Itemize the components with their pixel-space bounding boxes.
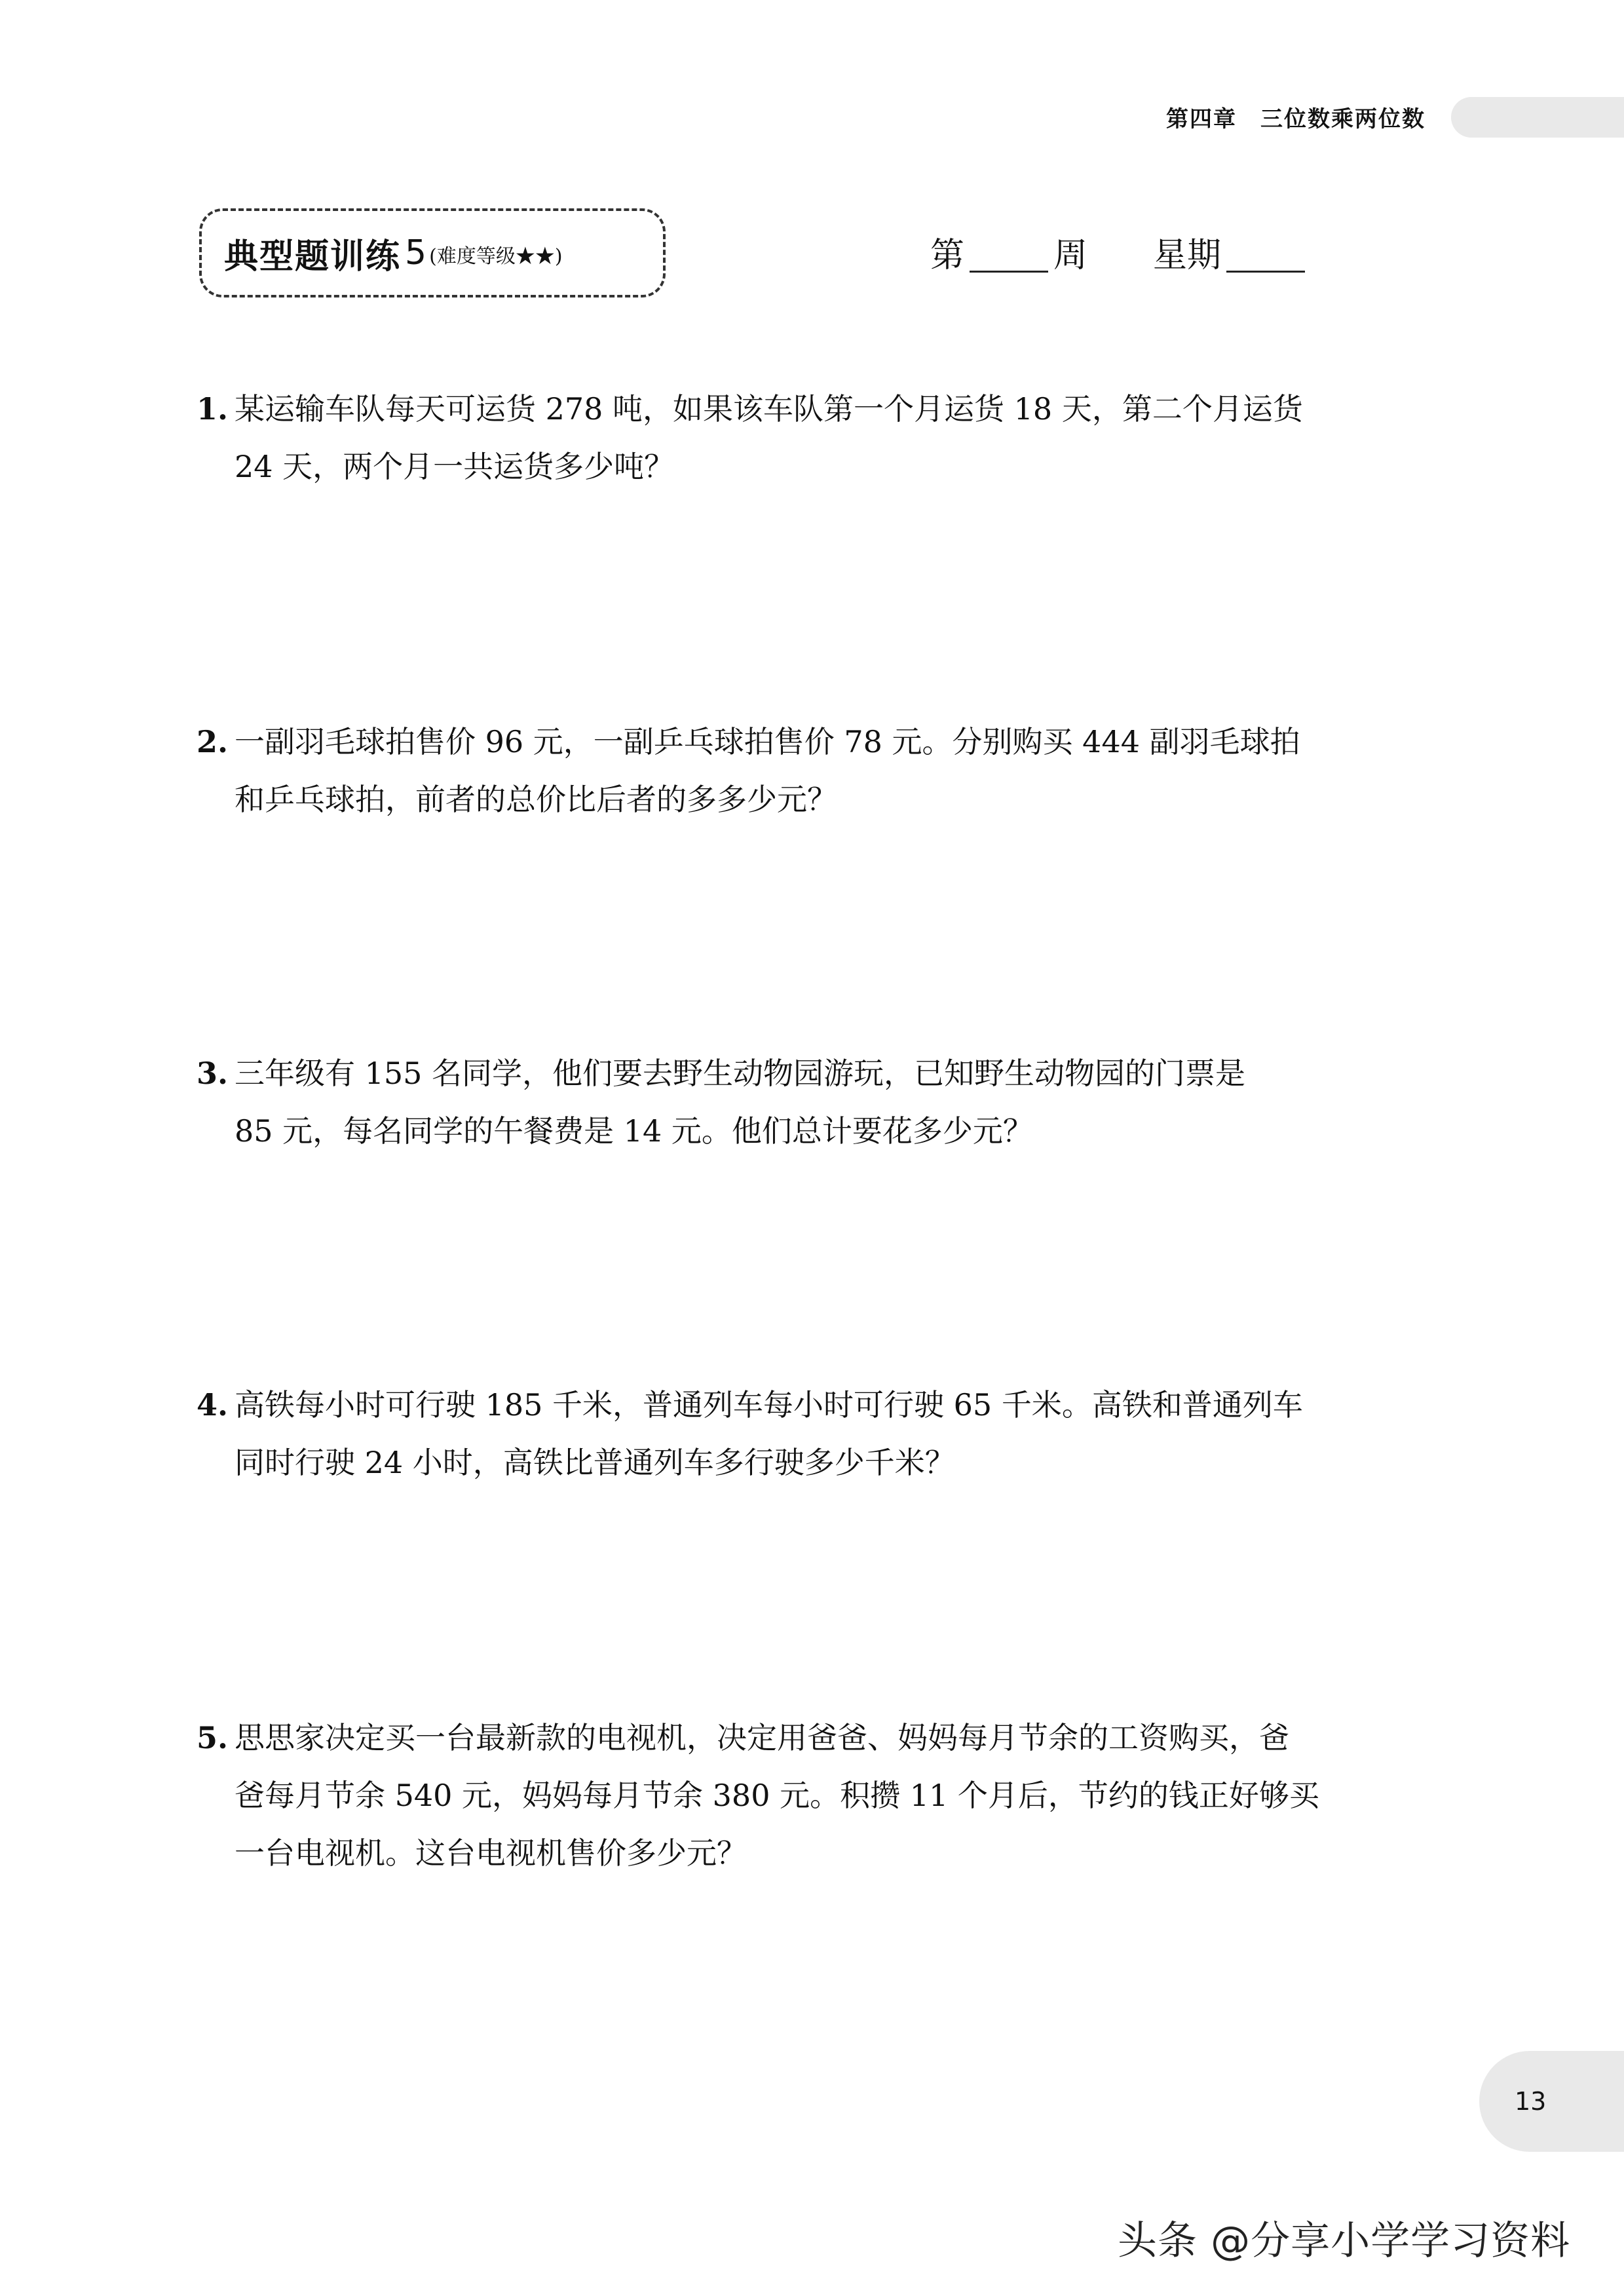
- week-number-blank[interactable]: [970, 269, 1048, 273]
- question-text-line: 同时行驶 24 小时，高铁比普通列车多行驶多少千米？: [235, 1445, 955, 1480]
- question-text-line: 思思家决定买一台最新款的电视机，决定用爸爸、妈妈每月节余的工资购买，爸: [235, 1720, 1289, 1755]
- question-text-line: 85 元，每名同学的午餐费是 14 元。他们总计要花多少元？: [235, 1113, 1033, 1149]
- watermark: 头条 @分享小学学习资料: [1118, 2218, 1571, 2264]
- question-text-line: 某运输车队每天可运货 278 吨，如果该车队第一个月运货 18 天，第二个月运货: [235, 391, 1303, 427]
- question-number: 2.: [197, 724, 229, 759]
- question-text-line: 爸每月节余 540 元，妈妈每月节余 380 元。积攒 11 个月后，节约的钱正好够买: [235, 1778, 1319, 1813]
- exercise-title-box: [199, 208, 666, 297]
- question-number: 3.: [197, 1056, 229, 1091]
- chapter-header: [1166, 98, 1426, 135]
- question-number: 4.: [197, 1387, 229, 1423]
- exercise-number: 5: [405, 233, 427, 273]
- week-label: 周: [1053, 236, 1088, 275]
- question-4: [197, 1376, 1441, 1491]
- question-text-line: 一台电视机。这台电视机售价多少元？: [235, 1835, 747, 1871]
- question-5: [197, 1709, 1441, 1882]
- question-number: 5.: [197, 1720, 229, 1755]
- week-prefix-label: 第: [930, 236, 965, 275]
- question-text-line: 高铁每小时可行驶 185 千米，普通列车每小时可行驶 65 千米。高铁和普通列车: [235, 1387, 1303, 1423]
- chapter-tab: [1451, 97, 1624, 138]
- question-text-line: 24 天，两个月一共运货多少吨？: [235, 449, 675, 484]
- difficulty-level: (难度等级★★): [429, 245, 563, 268]
- page-number: 13: [1515, 2087, 1547, 2116]
- weekday-blank[interactable]: [1226, 269, 1305, 273]
- question-text-line: 一副羽毛球拍售价 96 元，一副乒乓球拍售价 78 元。分别购买 444 副羽毛球拍: [235, 724, 1300, 759]
- weekday-label: 星期: [1153, 236, 1222, 275]
- question-number: 1.: [197, 391, 229, 427]
- week-fields: [930, 224, 1310, 277]
- question-text-line: 三年级有 155 名同学，他们要去野生动物园游玩，已知野生动物园的门票是: [235, 1056, 1246, 1091]
- question-1: [197, 380, 1441, 495]
- question-3: [197, 1044, 1441, 1160]
- exercise-title: 典型题训练: [224, 237, 402, 277]
- chapter-title: 第四章 三位数乘两位数: [1166, 105, 1426, 132]
- question-2: [197, 713, 1441, 828]
- page-number-tab: [1479, 2051, 1624, 2152]
- question-text-line: 和乒乓球拍，前者的总价比后者的多多少元？: [235, 782, 837, 817]
